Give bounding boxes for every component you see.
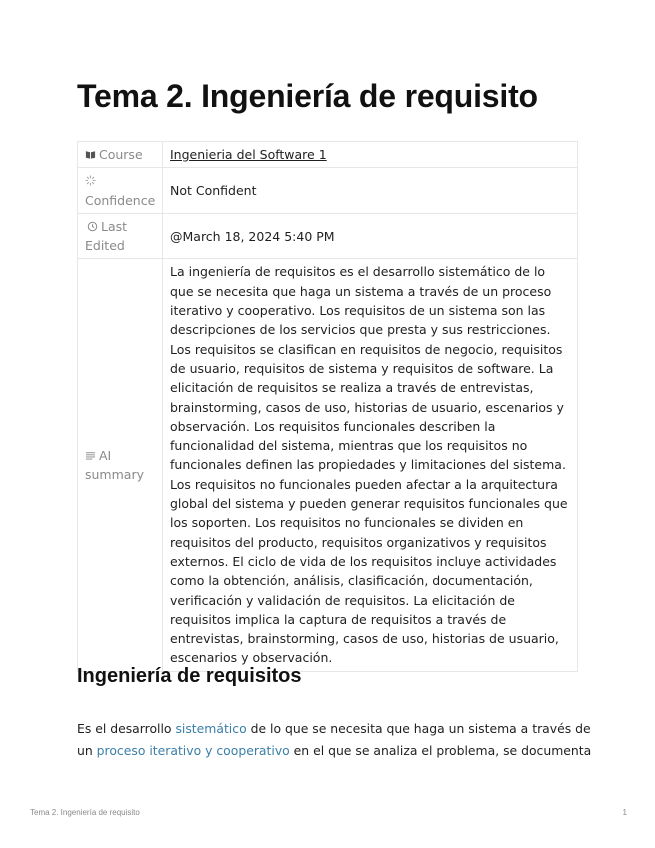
clock-icon [87,221,98,232]
text-lines-icon [85,450,96,461]
property-key-confidence [78,168,163,214]
loader-icon [85,175,96,186]
property-key-ai-summary [78,259,163,671]
property-label: summary [85,467,144,483]
properties-table [77,141,578,672]
last-edited-value: @March 18, 2024 5:40 PM [170,228,335,244]
section-paragraph [77,718,592,762]
ai-summary-text[interactable]: La ingeniería de requisitos es el desarrollo sistemático de lo que se necesita que haga un sistema a través de un proceso iterativo y cooperativo. Los requisitos de un sistema son las descripciones de los servicios que presta y sus restricciones. Los requisitos se clasifican en requisitos de negocio, requisitos de usuario, requisitos de sistema y requisitos de software. La elicitación de requisitos se realiza a través de entrevistas, brainstorming, casos de uso, historias de usuario, escenarios y observación. Los requisitos funcionales describen la funcionalidad del sistema, mientras que los requisitos no funcionales definen las propiedades y limitaciones del sistema. Los requisitos no funcionales pueden afectar a la arquitectura global del sistema y pueden generar requisitos funcionales que los soporten. Los requisitos no funcionales se dividen en requisitos del producto, requisitos organizativos y requisitos externos. El ciclo de vida de los requisitos incluye actividades como la obtención, análisis, clasificación, documentación, verificación y validación de requisitos. La elicitación de requisitos implica la captura de requisitos a través de entrevistas, brainstorming, casos de uso, historias de usuario, escenarios y observación. [170,264,568,666]
property-label: AI [99,447,112,463]
property-label: Edited [85,238,125,254]
course-link[interactable]: Ingenieria del Software 1 [170,147,327,162]
property-label: Confidence [85,192,156,208]
page-number: 1 [622,808,627,817]
confidence-value[interactable]: Not Confident [170,182,257,198]
property-key-course [78,142,163,168]
paragraph-text: en el que se analiza el problema, se documenta [289,743,592,758]
property-row-course [78,142,578,168]
property-key-last-edited [78,213,163,259]
property-value-confidence[interactable] [163,168,578,214]
paragraph-text: un [77,743,97,758]
property-value-ai-summary[interactable] [163,259,578,671]
property-row-last-edited [78,213,578,259]
property-value-course[interactable] [163,142,578,168]
property-value-last-edited [163,213,578,259]
book-icon [85,149,96,160]
property-row-confidence [78,168,578,214]
section-heading: Ingeniería de requisitos [77,665,302,687]
paragraph-text: Es el desarrollo [77,721,176,736]
paragraph-text: de lo que se necesita que haga un sistema a través de [246,721,591,736]
property-label: Course [99,147,143,162]
footer-title: Tema 2. Ingeniería de requisito [30,808,140,817]
property-row-ai-summary [78,259,578,671]
property-label: Last [101,218,128,234]
highlighted-term: proceso iterativo y cooperativo [96,743,290,758]
page-title: Tema 2. Ingeniería de requisito [77,78,538,114]
highlighted-term: sistemático [175,721,247,736]
